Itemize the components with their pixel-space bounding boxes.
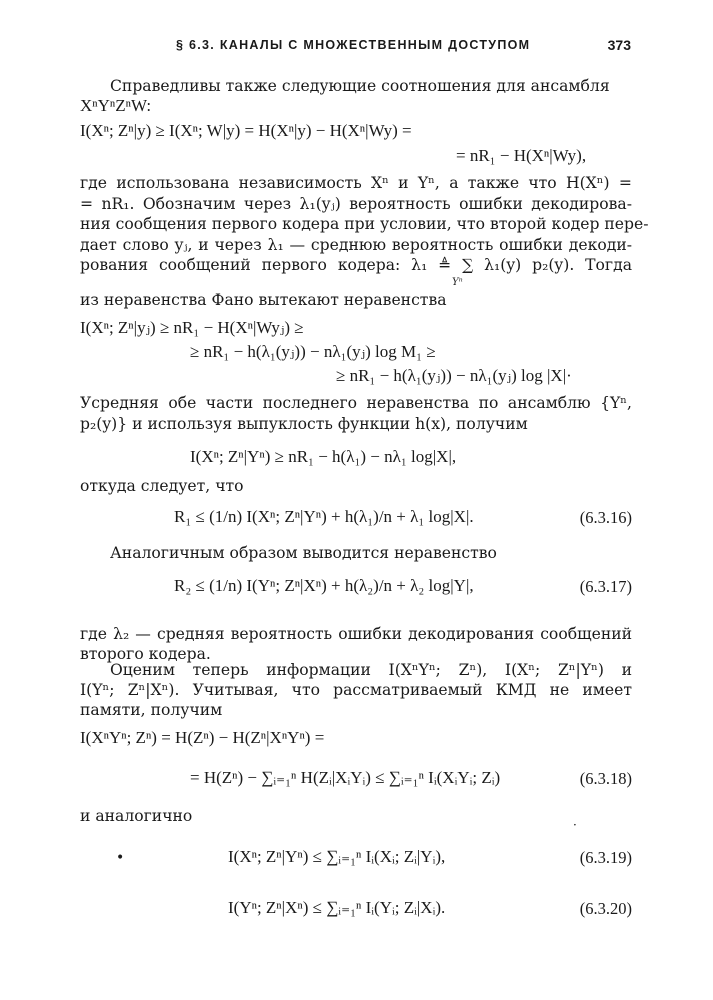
text-line: дает слово yⱼ, и через λ₁ — среднюю вероятность ошибки декоди-: [80, 236, 632, 254]
text-line: = nR₁. Обозначим через λ₁(yⱼ) вероятность ошибки декодирова-: [80, 195, 632, 213]
formula-line: I(Xⁿ; Zⁿ|Yⁿ) ≥ nR₁ − h(λ₁) − nλ₁ log|X|,: [190, 447, 457, 466]
formula-line: XⁿYⁿZⁿW:: [80, 96, 152, 115]
text-line: Справедливы также следующие соотношения для ансамбля: [110, 77, 610, 95]
formula-line: ≥ nR₁ − h(λ₁(yⱼ)) − nλ₁(yⱼ) log |X|·: [336, 366, 572, 385]
formula-line: ≥ nR₁ − h(λ₁(yⱼ)) − nλ₁(yⱼ) log M₁ ≥: [190, 342, 436, 361]
equation-6-3-19: I(Xⁿ; Zⁿ|Yⁿ) ≤ ∑ᵢ₌₁ⁿ Iᵢ(Xᵢ; Zᵢ|Yᵢ),: [228, 847, 446, 866]
text-line: рования сообщений первого кодера: λ₁ ≜ ∑ λ₁(y) p₂(y). Тогда: [80, 256, 632, 274]
print-speck: •: [116, 850, 125, 866]
equation-number: (6.3.18): [579, 769, 632, 788]
text-line: Усредняя обе части последнего неравенства по ансамблю {Yⁿ,: [80, 394, 632, 412]
equation-6-3-18: = H(Zⁿ) − ∑ᵢ₌₁ⁿ H(Zᵢ|XᵢYᵢ) ≤ ∑ᵢ₌₁ⁿ Iᵢ(XᵢYᵢ; Zᵢ): [190, 768, 501, 787]
text-line: где использована независимость Xⁿ и Yⁿ, а также что H(Xⁿ) =: [80, 174, 632, 192]
equation-number: (6.3.17): [579, 577, 632, 596]
text-line: I(Yⁿ; Zⁿ|Xⁿ). Учитывая, что рассматриваемый КМД не имеет: [80, 681, 632, 699]
text-line: памяти, получим: [80, 701, 223, 719]
page-number: 373: [607, 37, 631, 53]
equation-number: (6.3.16): [579, 508, 632, 527]
equation-6-3-20: I(Yⁿ; Zⁿ|Xⁿ) ≤ ∑ᵢ₌₁ⁿ Iᵢ(Yᵢ; Zᵢ|Xᵢ).: [228, 898, 446, 917]
text-line: второго кодера.: [80, 645, 211, 663]
text-line: Оценим теперь информации I(XⁿYⁿ; Zⁿ), I(Xⁿ; Zⁿ|Yⁿ) и: [110, 661, 632, 679]
text-line: ния сообщения первого кодера при условии, что второй кодер пере-: [80, 215, 649, 233]
equation-6-3-16: R₁ ≤ (1/n) I(Xⁿ; Zⁿ|Yⁿ) + h(λ₁)/n + λ₁ log|X|.: [174, 507, 474, 526]
equation-6-3-17: R₂ ≤ (1/n) I(Yⁿ; Zⁿ|Xⁿ) + h(λ₂)/n + λ₂ log|Y|,: [174, 576, 474, 595]
text-line: откуда следует, что: [80, 477, 244, 495]
text-line: и аналогично: [80, 807, 193, 825]
text-line: из неравенства Фано вытекают неравенства: [80, 291, 447, 309]
running-header: [176, 38, 631, 56]
text-line: Аналогичным образом выводится неравенство: [110, 544, 497, 562]
text-line: p₂(y)} и используя выпуклость функции h(x), получим: [80, 415, 528, 433]
formula-line: I(XⁿYⁿ; Zⁿ) = H(Zⁿ) − H(Zⁿ|XⁿYⁿ) =: [80, 728, 325, 747]
text-line: где λ₂ — средняя вероятность ошибки декодирования сообщений: [80, 625, 632, 643]
equation-number: (6.3.19): [579, 848, 632, 867]
formula-line: I(Xⁿ; Zⁿ|yⱼ) ≥ nR₁ − H(Xⁿ|Wyⱼ) ≥: [80, 318, 304, 337]
equation-number: (6.3.20): [579, 899, 632, 918]
formula-line: = nR₁ − H(Xⁿ|Wy),: [456, 146, 587, 165]
sum-subscript: Yⁿ: [452, 277, 463, 288]
formula-line: I(Xⁿ; Zⁿ|y) ≥ I(Xⁿ; W|y) = H(Xⁿ|y) − H(Xⁿ|Wy) =: [80, 121, 412, 140]
print-speck: ·: [573, 818, 577, 832]
section-title: § 6.3. КАНАЛЫ С МНОЖЕСТВЕННЫМ ДОСТУПОМ: [176, 38, 531, 52]
